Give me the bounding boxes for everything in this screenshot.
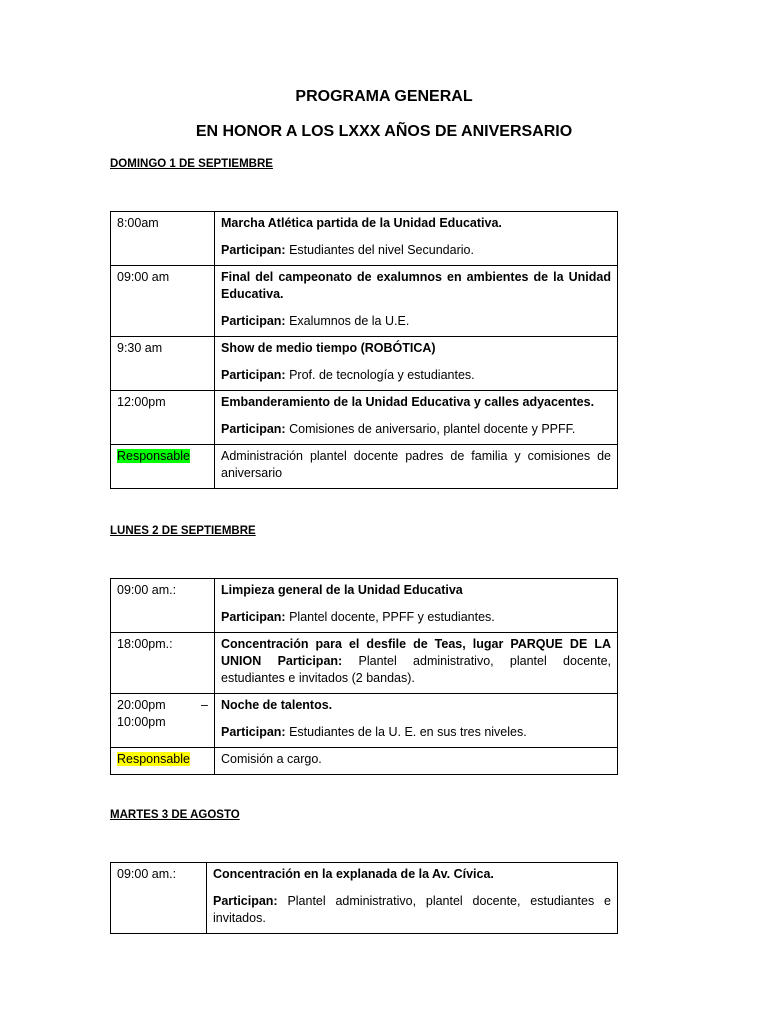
- participants-text: Estudiantes del nivel Secundario.: [289, 243, 474, 257]
- time-cell: 09:00 am.:: [111, 863, 207, 934]
- schedule-table-monday: [110, 578, 618, 775]
- participants-line: [221, 609, 611, 626]
- table-row: [111, 579, 618, 633]
- time-cell: [111, 694, 215, 748]
- activity-cell: [215, 266, 618, 337]
- activity-title: Limpieza general de la Unidad Educativa: [221, 583, 463, 597]
- participants-label: Participan:: [221, 610, 286, 624]
- activity-cell: [215, 694, 618, 748]
- participants-text: Plantel administrativo, plantel docente, estudiantes e invitados.: [213, 894, 611, 925]
- table-row: [111, 212, 618, 266]
- participants-text: Exalumnos de la U.E.: [289, 314, 410, 328]
- participants-label: Participan:: [221, 422, 286, 436]
- participants-label: Participan:: [221, 368, 286, 382]
- day-heading-sunday: DOMINGO 1 DE SEPTIEMBRE: [110, 158, 273, 170]
- table-row: [111, 266, 618, 337]
- participants-text: Comisiones de aniversario, plantel docente y PPFF.: [289, 422, 576, 436]
- participants-line: [221, 367, 611, 384]
- schedule-table-sunday: [110, 211, 618, 489]
- activity-cell: [215, 391, 618, 445]
- page-title: PROGRAMA GENERAL: [295, 88, 473, 105]
- responsible-cell: Administración plantel docente padres de familia y comisiones de aniversario: [215, 445, 618, 489]
- time-dash: –: [201, 698, 208, 712]
- responsible-label-cell: [111, 445, 215, 489]
- activity-title: Final del campeonato de exalumnos en ambientes de la Unidad Educativa.: [221, 270, 611, 301]
- activity-cell: [215, 633, 618, 694]
- participants-label: Participan:: [277, 654, 343, 668]
- participants-line: [221, 724, 611, 741]
- table-row-responsible: [111, 748, 618, 775]
- table-row: [111, 863, 618, 934]
- participants-line: [221, 313, 611, 330]
- activity-title: Embanderamiento de la Unidad Educativa y calles adyacentes.: [221, 395, 595, 409]
- time-end: 10:00pm: [117, 715, 166, 729]
- participants-label: Participan:: [221, 243, 286, 257]
- table-row: [111, 633, 618, 694]
- activity-cell: [207, 863, 618, 934]
- table-row: [111, 391, 618, 445]
- schedule-table-tuesday: [110, 862, 618, 934]
- participants-text: Estudiantes de la U. E. en sus tres niveles.: [289, 725, 527, 739]
- participants-line: [221, 421, 611, 438]
- participants-line: [213, 893, 611, 927]
- responsible-label-cell: [111, 748, 215, 775]
- table-row: [111, 337, 618, 391]
- time-start: 20:00pm: [117, 698, 166, 712]
- page-subtitle: EN HONOR A LOS LXXX AÑOS DE ANIVERSARIO: [195, 123, 573, 140]
- participants-text: Plantel administrativo, plantel docente, estudiantes e invitados (2 bandas).: [221, 654, 612, 685]
- time-cell: 12:00pm: [111, 391, 215, 445]
- participants-text: Prof. de tecnología y estudiantes.: [289, 368, 475, 382]
- responsible-label: Responsable: [117, 449, 190, 463]
- time-cell: 8:00am: [111, 212, 215, 266]
- day-heading-monday: LUNES 2 DE SEPTIEMBRE: [110, 525, 256, 537]
- activity-cell: [215, 337, 618, 391]
- activity-cell: [215, 579, 618, 633]
- activity-title: Concentración para el desfile de Teas, lugar PARQUE DE LA UNION: [221, 637, 611, 668]
- table-row: [111, 694, 618, 748]
- activity-cell: [215, 212, 618, 266]
- participants-label: Participan:: [221, 725, 286, 739]
- participants-text: Plantel docente, PPFF y estudiantes.: [289, 610, 495, 624]
- time-cell: 18:00pm.:: [111, 633, 215, 694]
- time-cell: 09:00 am.:: [111, 579, 215, 633]
- activity-title: Marcha Atlética partida de la Unidad Educativa.: [221, 216, 502, 230]
- day-heading-tuesday: MARTES 3 DE AGOSTO: [110, 809, 240, 821]
- time-cell: 9:30 am: [111, 337, 215, 391]
- activity-title: Concentración en la explanada de la Av. Cívica.: [213, 867, 494, 881]
- responsible-cell: Comisión a cargo.: [215, 748, 618, 775]
- activity-title: Noche de talentos.: [221, 698, 333, 712]
- responsible-label: Responsable: [117, 752, 190, 766]
- participants-label: Participan:: [213, 894, 278, 908]
- table-row-responsible: [111, 445, 618, 489]
- time-range-start: [117, 697, 208, 714]
- participants-line: [221, 242, 611, 259]
- participants-label: Participan:: [221, 314, 286, 328]
- activity-title: Show de medio tiempo (ROBÓTICA): [221, 341, 436, 355]
- time-cell: 09:00 am: [111, 266, 215, 337]
